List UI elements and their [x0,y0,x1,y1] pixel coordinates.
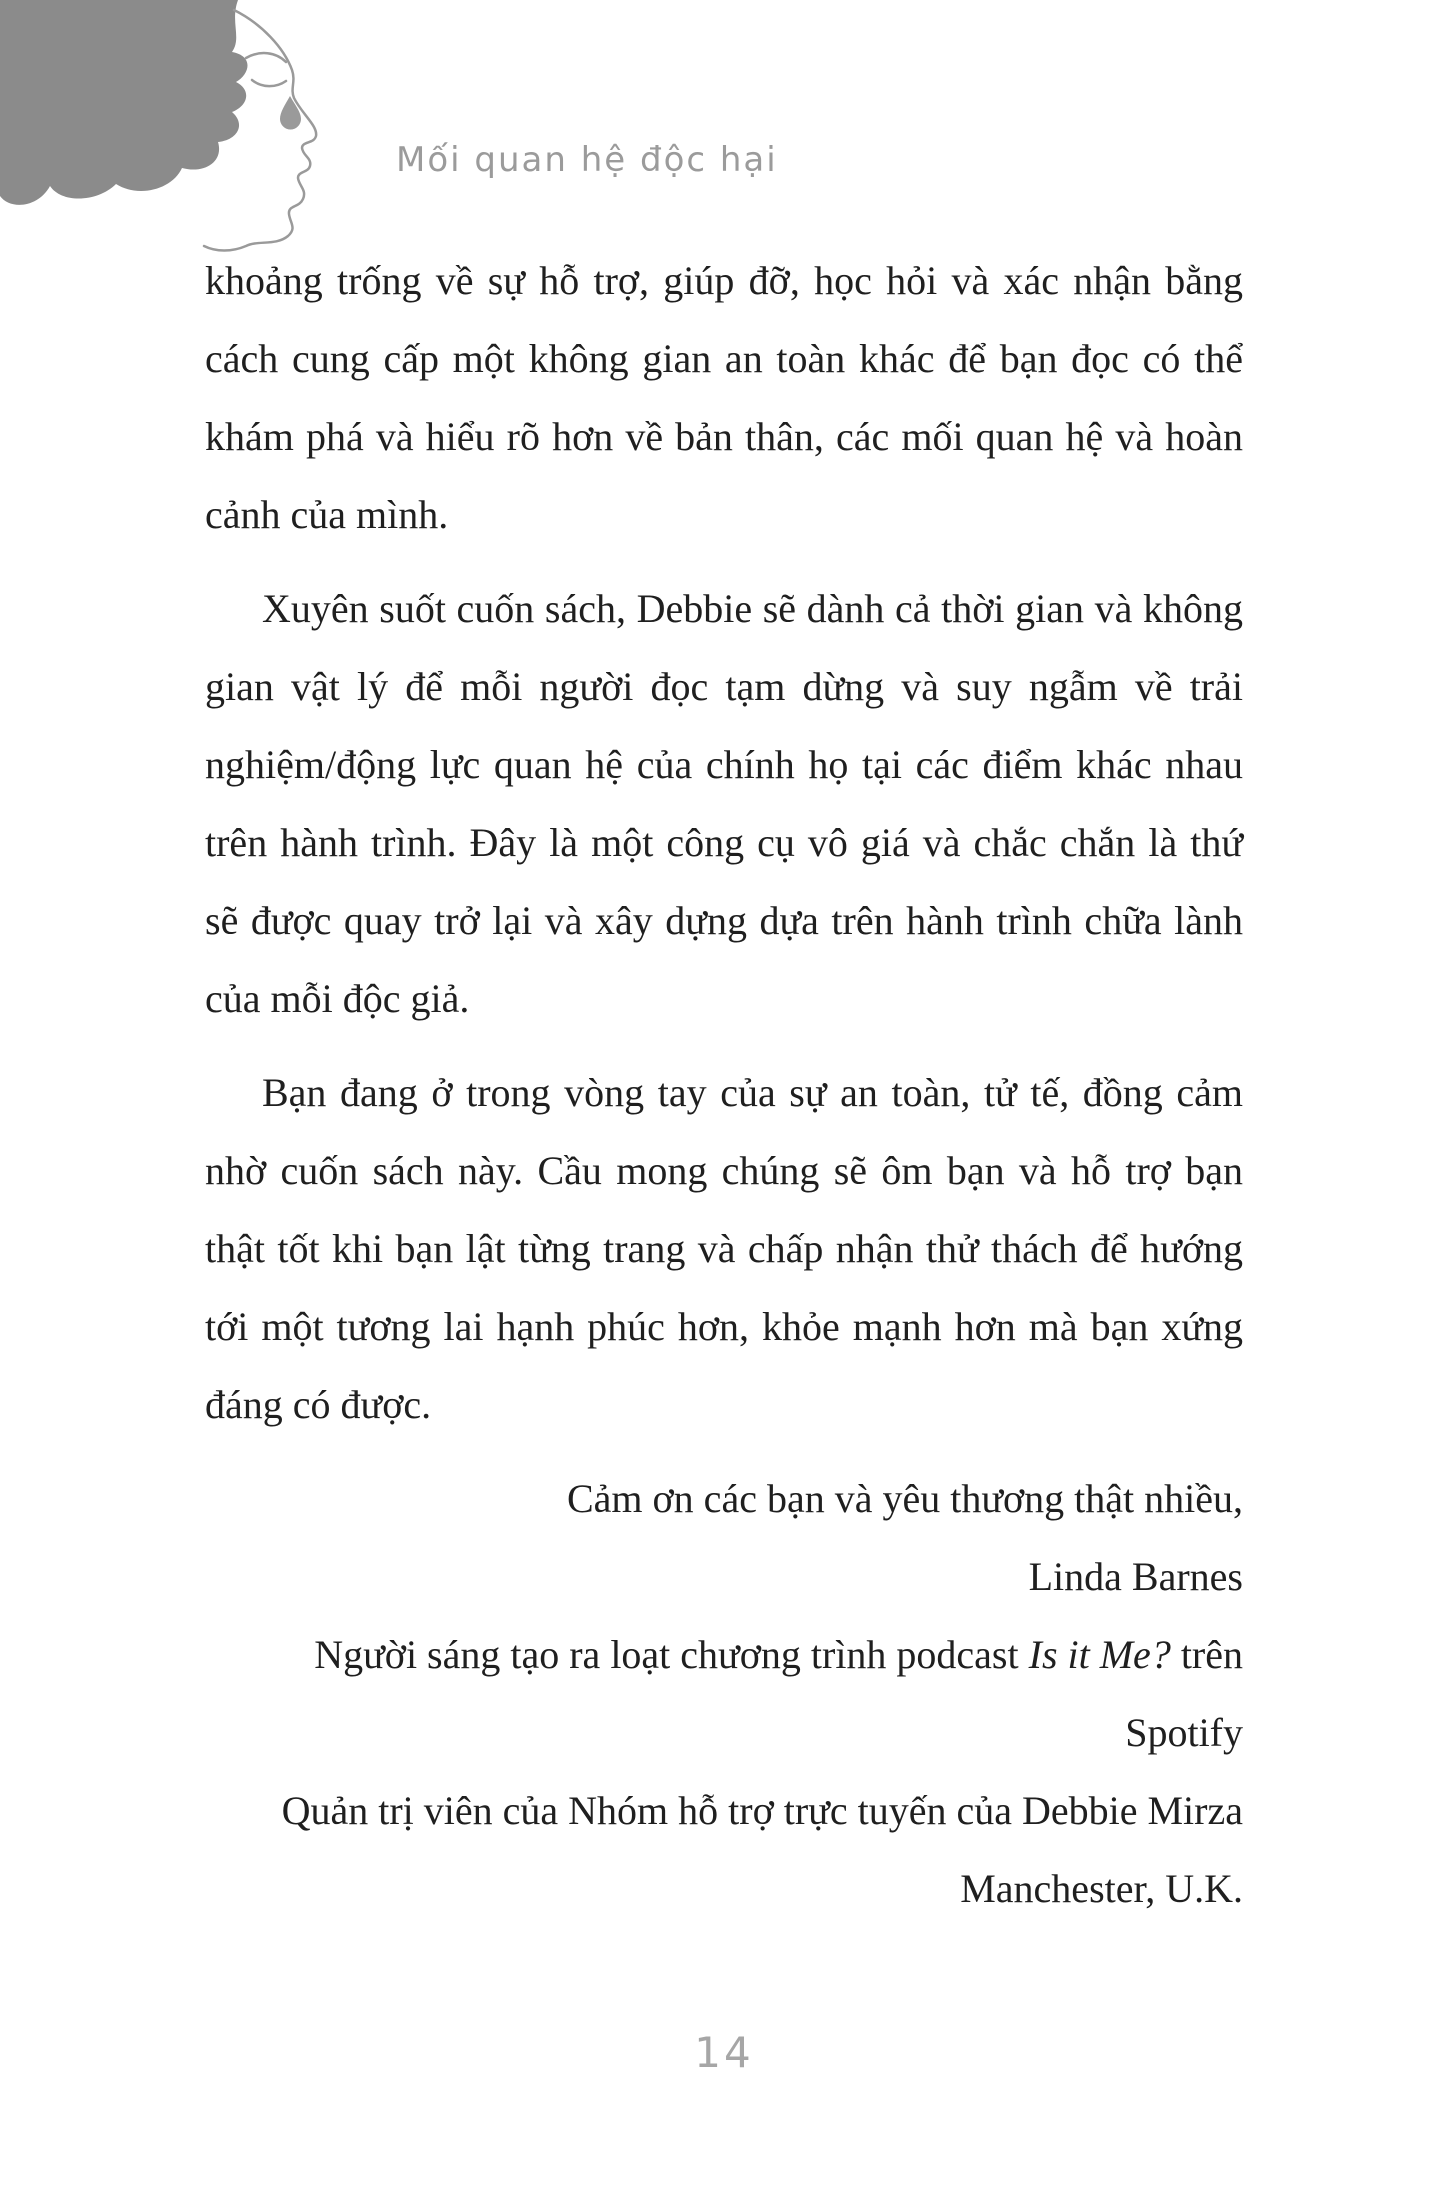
hair-mass-shape [0,0,248,205]
signature-thanks-line: Cảm ơn các bạn và yêu thương thật nhiều, [566,1476,1243,1521]
podcast-title-text: Is it Me? [1028,1632,1171,1677]
eyebrow-line [246,53,286,62]
signature-block [205,1460,1243,1928]
body-paragraph-2: Xuyên suốt cuốn sách, Debbie sẽ dành cả thời gian và không gian vật lý để mỗi người đọc tạm dừng và suy ngẫm về trải nghiệm/động lực quan hệ của chính họ tại các điểm khác nhau trên hành trình. Đây là một công cụ vô giá và chắc chắn là thứ sẽ được quay trở lại và xây dựng dựa trên hành trình chữa lành của mỗi độc giả. [205,586,1243,1021]
page-number: 14 [694,2028,754,2077]
podcast-platform-text: trên Spotify [1125,1632,1243,1755]
signature-podcast-line [205,1616,1243,1772]
signature-admin-line: Quản trị viên của Nhóm hỗ trợ trực tuyến của Debbie Mirza Manchester, U.K. [281,1788,1243,1911]
teardrop-icon [280,96,301,130]
body-text [205,242,1243,1928]
running-header-title: Mối quan hệ độc hại [396,140,778,180]
woman-profile-tear-illustration [0,0,360,265]
body-paragraph-3: Bạn đang ở trong vòng tay của sự an toàn, tử tế, đồng cảm nhờ cuốn sách này. Cầu mong chúng sẽ ôm bạn và hỗ trợ bạn thật tốt khi bạn lật từng trang và chấp nhận thử thách để hướng tới một tương lai hạnh phúc hơn, khỏe mạnh hơn mà bạn xứng đáng có được. [205,1070,1243,1427]
closed-eye-line [252,80,286,86]
body-paragraph-1: khoảng trống về sự hỗ trợ, giúp đỡ, học hỏi và xác nhận bằng cách cung cấp một không gian an toàn khác để bạn đọc có thể khám phá và hiểu rõ hơn về bản thân, các mối quan hệ và hoàn cảnh của mình. [205,258,1243,537]
podcast-role-text: Người sáng tạo ra loạt chương trình podcast [314,1632,1029,1677]
signature-author-name: Linda Barnes [1028,1554,1243,1599]
